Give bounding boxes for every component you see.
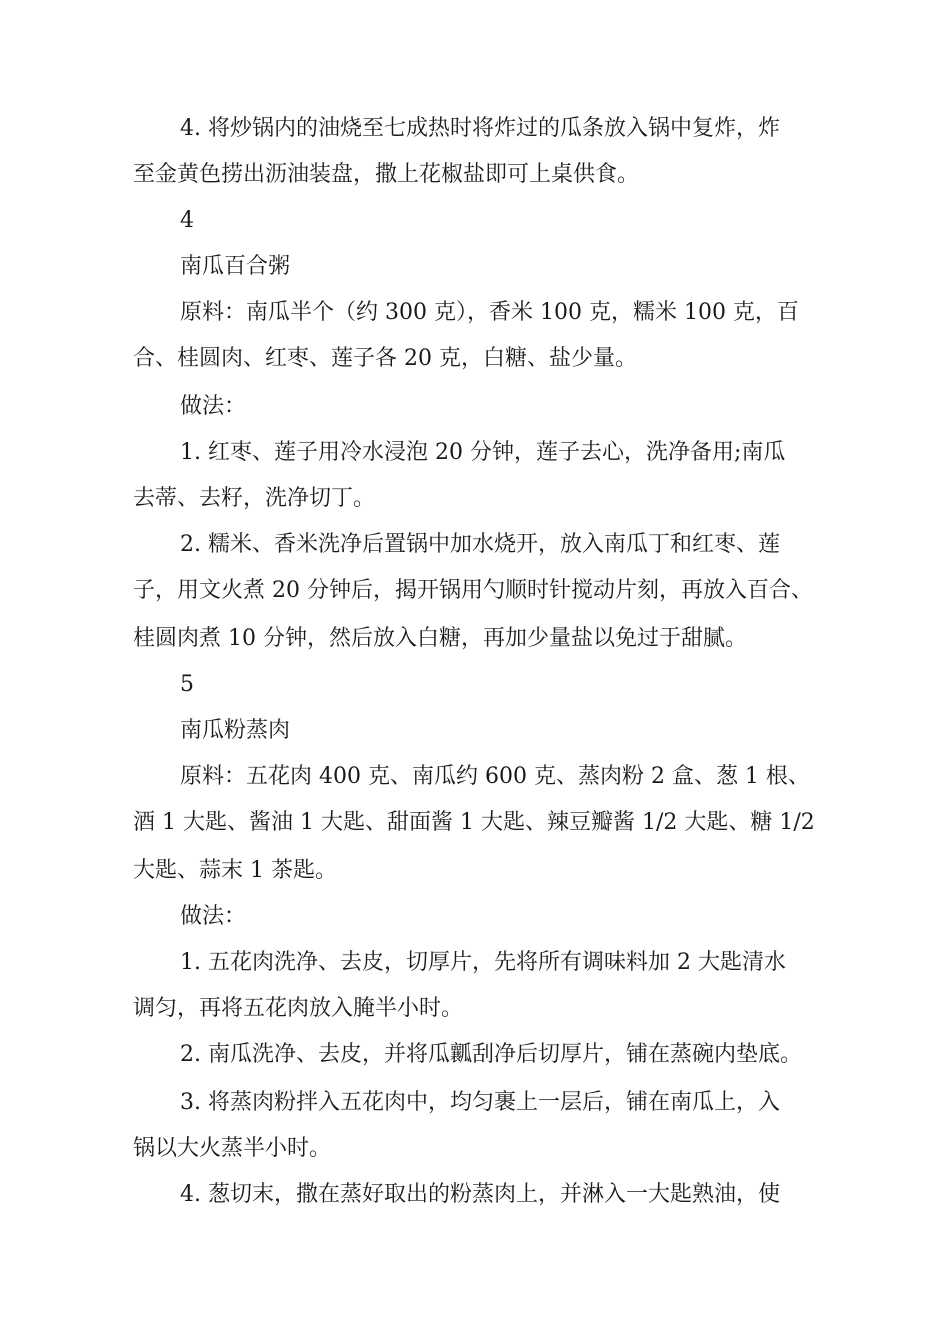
text-line: 合、桂圆肉、红枣、莲子各 20 克，白糖、盐少量。 — [133, 346, 637, 371]
method-heading: 做法： — [180, 394, 247, 419]
text-line: 至金黄色捞出沥油装盘，撒上花椒盐即可上桌供食。 — [133, 162, 640, 187]
section-number: 5 — [180, 672, 194, 697]
text-line: 大匙、蒜末 1 茶匙。 — [133, 858, 337, 883]
text-line: 桂圆肉煮 10 分钟，然后放入白糖，再加少量盐以免过于甜腻。 — [133, 626, 747, 651]
text-line: 1. 五花肉洗净、去皮，切厚片，先将所有调味料加 2 大匙清水 — [180, 950, 786, 975]
text-line: 4. 葱切末，撒在蒸好取出的粉蒸肉上，并淋入一大匙熟油，使 — [180, 1182, 780, 1207]
text-line: 原料：五花肉 400 克、南瓜约 600 克、蒸肉粉 2 盒、葱 1 根、 — [180, 764, 810, 789]
text-line: 调匀，再将五花肉放入腌半小时。 — [133, 996, 464, 1021]
text-line: 原料：南瓜半个（约 300 克），香米 100 克，糯米 100 克，百 — [180, 300, 799, 325]
text-line: 2. 南瓜洗净、去皮，并将瓜瓤刮净后切厚片，铺在蒸碗内垫底。 — [180, 1042, 802, 1067]
recipe-title: 南瓜粉蒸肉 — [180, 718, 291, 743]
text-line: 去蒂、去籽，洗净切丁。 — [133, 486, 376, 511]
text-line: 2. 糯米、香米洗净后置锅中加水烧开，放入南瓜丁和红枣、莲 — [180, 532, 780, 557]
method-heading: 做法： — [180, 904, 247, 929]
text-line: 锅以大火蒸半小时。 — [133, 1136, 332, 1161]
text-line: 4. 将炒锅内的油烧至七成热时将炸过的瓜条放入锅中复炸，炸 — [180, 116, 780, 141]
text-line: 1. 红枣、莲子用冷水浸泡 20 分钟，莲子去心，洗净备用;南瓜 — [180, 440, 786, 465]
text-line: 子，用文火煮 20 分钟后，揭开锅用勺顺时针搅动片刻，再放入百合、 — [133, 578, 813, 603]
text-line: 酒 1 大匙、酱油 1 大匙、甜面酱 1 大匙、辣豆瓣酱 1/2 大匙、糖 1/2 — [133, 810, 815, 835]
section-number: 4 — [180, 208, 194, 233]
text-line: 3. 将蒸肉粉拌入五花肉中，均匀裹上一层后，铺在南瓜上，入 — [180, 1090, 780, 1115]
recipe-title: 南瓜百合粥 — [180, 254, 291, 279]
